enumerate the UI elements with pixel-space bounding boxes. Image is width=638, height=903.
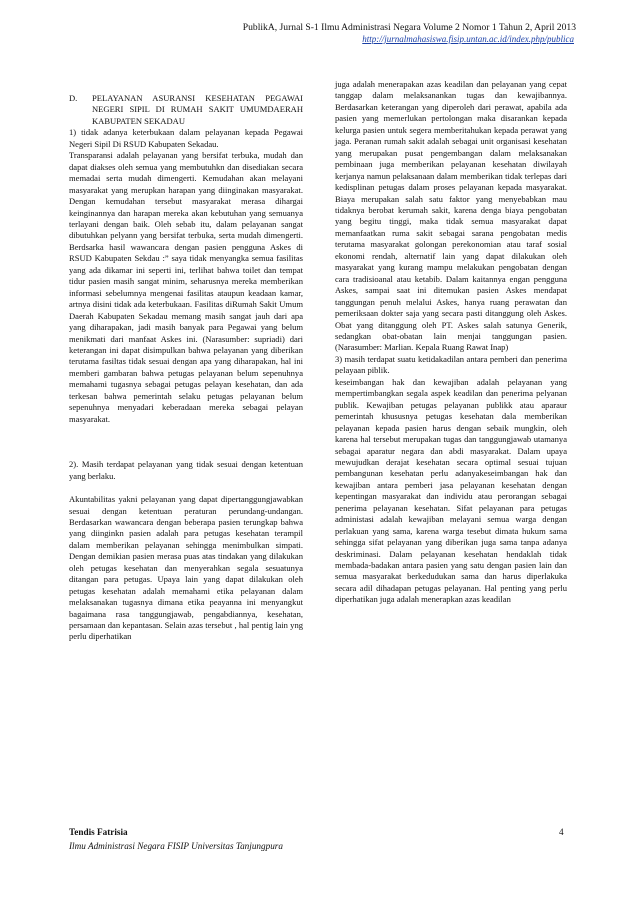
paragraph: Transparansi adalah pelayanan yang bersifat terbuka, mudah dan dapat diakses oleh semua yang membutuhkn dan disediakan secara memadai serta mudah dimengerti. Kemudahan akan melayani masyarakat yang merupkan harapan yang diinginakan masyarakat. Dengan kemudahan tersebut masyarakat merasa dihargai keinginannya dan harapan mereka akan kebutuhan yang semuanya terlayani dengan baik. Oleh sebab itu, dalam pelayanan sangat dibutuhkan pelyann yang bersifat terbuka, serta mudah dimengerti. Berdsarka hasil wawancara dengan pasien pengguna Askes di RSUD Kabupaten Sekdau :” saya tidak menyangka semua fasilitas yang ada dikamar ini seperti ini, terlihat bahwa toilet dan tempat tidur pasien masih sangat minim, seharusnya mereka memberikan informasi sebelumnya mengenai fasilitas ataupun keadaan kamar, artnya disini tidak ada keterbukaan. Fasilitas diRumah Sakit Umum Daerah Kabupaten Sekadau memang masih sangat jauh dari apa yang diharapakan, jadi masih banyak para Pegawai yang belum menikmati dari manfaat Askes ini. (Narasumber: supriadi) dari keterangan ini dapat disimpulkan bahwa pelayanan yang diberikan terutama fasiltas tidak sesuai dengan apa yang diharapakan, hal ini memberi gambaran bahwa petugas pelayanan belum sepenuhnya memahami tugasnya sebagai petugas pelayan kesehatan, dan ada terkesan bahwa pemerintah selaku petugas pelayanan belum sepenuhnya menyadari keberadaan mereka sebagai pelayan masyarakat. <box>69 150 303 424</box>
paragraph: juga adalah menerapakan azas keadilan dan pelayanan yang cepat tanggap dalam melaksanankan tugas dan kewajibannya. Berdasarkan keterangan yang diperoleh dari perawat, apabila ada pasien yang memerlukan pertolongan maka disarankan kepada kelurga pasien untuk segera memberitahukan kepada perawat yang jaga. Peranan rumah sakit adalah sebagai unit organisasi kesehatan yang merupakan pusat pengembangan dalam melaksanakan pembinaan juga memberikan pelayanan kesehatan diwilayah kerjanya namun pelaksanaan dalam memberikan tidak terlepas dari kedisplinan petugas dalam proses pelayanan kepada masyarakat. Biaya merupakan salah satu faktor yang menyebabkan mau tidaknya berobat kerumah sakit, karena denga biaya pengobatan yang begitu tinggi, maka tidak semua masyarakat dapat memanfaatkan ruma sakit sebagai sarana pengobatan medis terutama masyarakat golongan perekonomian atau taraf sosial ekonomi rendah, alternatif lain yang dapat dilakukan oleh masyarakat yang kurang mampu melakukan pengobatan dengan cara tradisioanal atau ketabib. Dalam kaitannya engan pengguna Askes, sampai saat ini ditemukan pasien Askes mendapat tanggungan penuh melalui Askes, hanya ruang perawatan dan pemeriksaan dokter saja yang secara pasti ditanggung oleh Askes. Obat yang ditanggung oleh PT. Askes salah satunya Generik, sedangkan obat-obatan lain menjai tanggungan pasien. (Narasumber: Marlian. Kepala Ruang Rawat Inap) <box>335 79 567 353</box>
journal-url-link[interactable]: http://jurnalmahasiswa.fisip.untan.ac.id/index.php/publica <box>362 34 574 44</box>
paragraph: 1) tidak adanya keterbukaan dalam pelayanan kepada Pegawai Negeri Sipil Di RSUD Kabupaten Sekadau. <box>69 127 303 149</box>
paragraph: keseimbangan hak dan kewajiban adalah pelayanan yang mempertimbangkan segala aspek keadilan dan penerima pelyanan publik. Kewajiban petugas pelayanan publikk atau aparaur pemerintah khususnya petugas kesehatan dala memberikan pelayanan kepada pasien harus dengan sebaik mungkin, oleh karena hal tersebut merupakan tugas dan tanggungjawab utamanya sebagai aparatur negara dan abdi masyarakat. Dalam upaya mewujudkan derajat kesehatan secara optimal sesuai tujuan pembangunan kesehatan perlu adanyakeseimbangan hak dan kewajiban antara pemberi jasa pelayanan kesehatan dengan kepentingan masyarakat dan individu atau perorangan sebagai penerima pelayanan kesehatan. Sifat pelayanan para petugas administasi adalah kewajiban melayani semua warga dengan perlakuan yang sama, karena warga tesebut dimata hukum sama sehingga sifat pelayanan yang diberikan juga sama tanpa adanya deskriminasi. Dalam pelayanan kesehatan hendaklah tidak membada-badakan antara pasien yang satu dengan pasien lain dan semua masyarakat berkedudukan sama dan harus diperlakuka secara adil dihadapan petugas pelayanan. Hal penting yang perlu diperhatikan juga adalah menerapkan azas keadilan <box>335 376 567 605</box>
paragraph: 2). Masih terdapat pelayanan yang tidak sesuai dengan ketentuan yang berlaku. <box>69 459 303 481</box>
page-number: 4 <box>559 827 564 837</box>
footer-affiliation: Ilmu Administrasi Negara FISIP Universitas Tanjungpura <box>69 841 283 851</box>
paragraph: Akuntabilitas yakni pelayanan yang dapat dipertanggungjawabkan sesuai dengan ketentuan peraturan perundang-undangan. Berdasarkan wawancara dengan beberapa pasien terungkap bahwa yang diinginkn pasien adalah para petugas kesehatan terampil dalam memberikan pelayanan sehingga menimbulkan simpati. Dengan demikian pasien merasa puas atas tindakan yang dilakukan oleh petugas kesehatan dan menyerahkan segala sesuatunya ditangan para petugas. Upaya lain yang dapat dilakukan oleh petugas kesehatan adalah memahami etika pelayanan dalam melaksanakan tugasnya dimana etika peayanna ini menyangkut bagaimana rasa tanggungjawab, pengabdiannya, kesehatan, persamaan dan kepantasan. Selain azas tersebut , hal pentig lain yng perlu diperhatikan <box>69 494 303 642</box>
right-column <box>335 79 567 606</box>
footer-author: Tendis Fatrisia <box>69 827 128 837</box>
section-heading <box>69 93 303 127</box>
paragraph: 3) masih terdapat suatu ketidakadilan antara pemberi dan penerima pelayaan piblik. <box>335 353 567 376</box>
journal-header: PublikA, Jurnal S-1 Ilmu Administrasi Negara Volume 2 Nomor 1 Tahun 2, April 2013 <box>242 22 576 33</box>
section-title: PELAYANAN ASURANSI KESEHATAN PEGAWAI NEGERI SIPIL DI RUMAH SAKIT UMUMDAERAH KABUPATEN SEKADAU <box>92 93 303 126</box>
left-column <box>69 93 303 643</box>
section-label: D. <box>69 93 78 103</box>
